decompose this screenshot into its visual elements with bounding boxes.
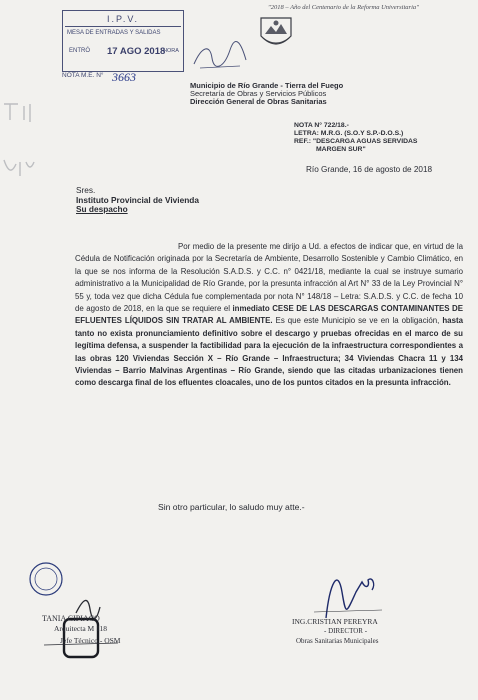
nota-me-label: NOTA M.E. N°: [62, 72, 104, 79]
reference-line-2: MARGEN SUR": [316, 146, 366, 153]
stamp-entry-date: 17 AGO 2018: [107, 46, 166, 57]
stamp-desk: MESA DE ENTRADAS Y SALIDAS: [67, 30, 161, 36]
right-signer-role: - DIRECTOR -: [324, 627, 368, 635]
year-motto: "2018 – Año del Centenario de la Reforma Universitaria": [268, 4, 419, 11]
stamp-hour-label: HORA: [163, 48, 179, 54]
municipal-emblem: [255, 14, 297, 54]
right-signature: [312, 562, 392, 622]
municipality-name: Municipio de Río Grande - Tierra del Fuego: [190, 81, 344, 90]
left-signer-role: Arquitecta M 118: [54, 624, 108, 633]
reference-line-1: REF.: "DESCARGA AGUAS SERVIDAS: [294, 138, 418, 145]
municipality-header: [190, 82, 343, 106]
place-date: Río Grande, 16 de agosto de 2018: [306, 165, 433, 174]
right-signer-dept: Obras Sanitarias Municipales: [296, 637, 379, 645]
directorate-name: Dirección General de Obras Sanitarias: [190, 97, 327, 106]
stamp-entry-label: ENTRÓ: [69, 48, 90, 54]
addressee-institution: Instituto Provincial de Vivienda: [76, 194, 199, 205]
reference-block: [294, 122, 417, 154]
salutation: Sres.: [76, 185, 96, 195]
stamp-org: I.P.V.: [106, 14, 140, 24]
note-letter: LETRA: M.R.G. (S.O.Y S.P.-D.O.S.): [294, 130, 404, 137]
note-number: NOTA N° 722/18.-: [294, 122, 349, 129]
body-text-tail: Es que este Municipio se ve en la obligación,: [272, 316, 440, 326]
left-signature-stamp: [26, 557, 136, 667]
addressee-despacho: Su despacho: [76, 204, 128, 214]
reception-stamp: [62, 10, 184, 72]
body-text-bold-request: inmediato CESE DE LAS DESCARGAS CONTAMINANTES DE EFLUENTES LÍQUIDOS SIN TRATAR AL AMBIENTE.: [75, 304, 463, 326]
left-signer-name: TANIA CIPIACO: [42, 614, 100, 623]
nota-me-number: 3663: [112, 70, 136, 84]
closing-line: Sin otro particular, lo saludo muy atte.-: [158, 502, 305, 512]
stamp-divider: [65, 26, 181, 27]
body-text-bold-suspension: hasta tanto no exista pronunciamiento definitivo sobre el descargo y pruebas ofrecidas en el marco de su legítima defensa, a suspender la factibilidad para la ejecución de la infraestructura correspondientes a las obras 120 Viviendas Sección X – Río Grande – Infraestructura; 34 Viviendas Chacra 11 y 134 Viviendas – Barrio Malvinas Argentinas – Río Grande, siendo que las citadas urbanizaciones tienen como descarga final de los efluentes cloacales, uno de los puntos citados en la presunta infracción.: [75, 316, 463, 388]
secretariat-name: Secretaría de Obras y Servicios Públicos: [190, 89, 327, 98]
body-paragraph: [75, 241, 463, 390]
left-signer-dept: Jefe Técnico - OSM: [60, 636, 121, 645]
addressee-block: [76, 186, 199, 215]
right-signer-name: ING.CRISTIAN PEREYRA: [292, 617, 378, 626]
body-text-main: Por medio de la presente me dirijo a Ud. a efectos de indicar que, en virtud de la Cédula de Notificación originada por la Secretaría de Ambiente, Desarrollo Sostenible y Cambio Climático, en la que se nos informa de la Resolución S.A.D.S. y C.C. n° 0421/18, mediante la cual se instruye sumario administrativo a la Municipalidad de Río Grande, por la presunta infracción al Art N° 33 de la Ley Provincial N° 55 y, toda vez que dicha Cédula fue complementada por nota N° 148/18 – Letra: S.A.D.S. y C.C. de fecha 10 de agosto de 2018, en la que se requiere el: [75, 242, 463, 314]
bleed-through-marks: [0, 100, 40, 190]
initials-mark: [190, 40, 250, 72]
